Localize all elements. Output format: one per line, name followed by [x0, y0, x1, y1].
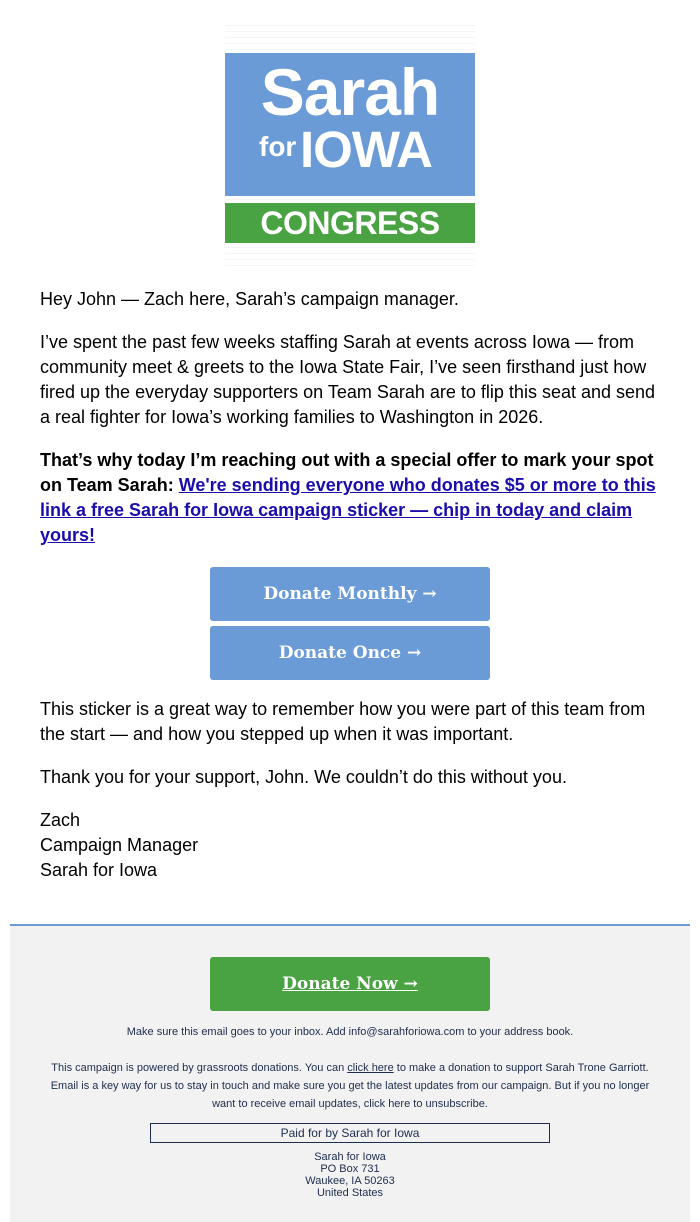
- mailing-address: [10, 1151, 690, 1199]
- donate-buttons: [210, 567, 490, 685]
- greeting: Hey John — Zach here, Sarah’s campaign manager.: [40, 289, 459, 309]
- logo-for: for: [259, 131, 297, 162]
- paid-for-box: Paid for by Sarah for Iowa: [150, 1123, 550, 1143]
- logo-office-banner: CONGRESS: [225, 203, 475, 243]
- inbox-note: Make sure this email goes to your inbox. Add info@sarahforiowa.com to your address book.: [126, 1026, 574, 1038]
- donate-once-button[interactable]: Donate Once →: [210, 626, 490, 680]
- footer-donate-link[interactable]: click here: [347, 1062, 394, 1074]
- signature: [40, 808, 665, 883]
- footer-text-1: This campaign is powered by grassroots donations. You can: [51, 1062, 348, 1074]
- signature-title: Campaign Manager: [40, 835, 199, 855]
- intro-paragraph: I’ve spent the past few weeks staffing Sarah at events across Iowa — from community meet & greets to the Iowa State Fair, I’ve seen firsthand just how fired up the everyday supporters on Team Sarah are to flip this seat and send a real fighter for Iowa’s working families to Washington in 2026.: [40, 332, 656, 427]
- footer-paragraph: [45, 1059, 655, 1113]
- donate-sticker-link[interactable]: We're sending everyone who donates $5 or more to this link a free Sarah for Iowa campaign sticker — chip in today and claim yours!: [40, 475, 656, 545]
- email-footer: [10, 924, 690, 1222]
- address-line-1: Sarah for Iowa: [314, 1151, 386, 1163]
- logo-blue-panel: [225, 53, 475, 196]
- campaign-logo: [225, 20, 475, 268]
- sticker-paragraph: This sticker is a great way to remember how you were part of this team from the start — and how you stepped up when it was important.: [40, 699, 646, 744]
- address-line-2: PO Box 731: [320, 1163, 380, 1175]
- offer-lead-text: That’s why today I’m reaching out with a special offer to mark your spot on Team Sarah:: [40, 450, 654, 495]
- logo-name: Sarah: [260, 55, 440, 129]
- thank-you-paragraph: Thank you for your support, John. We couldn’t do this without you.: [40, 767, 567, 787]
- donate-monthly-button[interactable]: Donate Monthly →: [210, 567, 490, 621]
- offer-paragraph: [40, 448, 665, 548]
- footer-text-2: to make a donation to support Sarah Trone Garriott. Email is a key way for us to stay in touch and make sure you get the latest updates from our campaign. But if you no longer want to receive email updates,: [50, 1062, 650, 1110]
- unsubscribe-link[interactable]: click here to unsubscribe.: [363, 1098, 488, 1110]
- email-body-continued: [40, 697, 665, 883]
- donate-now-button[interactable]: Donate Now →: [210, 957, 490, 1011]
- signature-name: Zach: [40, 810, 81, 830]
- email-body: [40, 287, 665, 566]
- logo-state: IOWA: [300, 121, 432, 178]
- address-line-4: United States: [316, 1187, 384, 1199]
- signature-org: Sarah for Iowa: [40, 860, 158, 880]
- address-line-3: Waukee, IA 50263: [305, 1175, 395, 1187]
